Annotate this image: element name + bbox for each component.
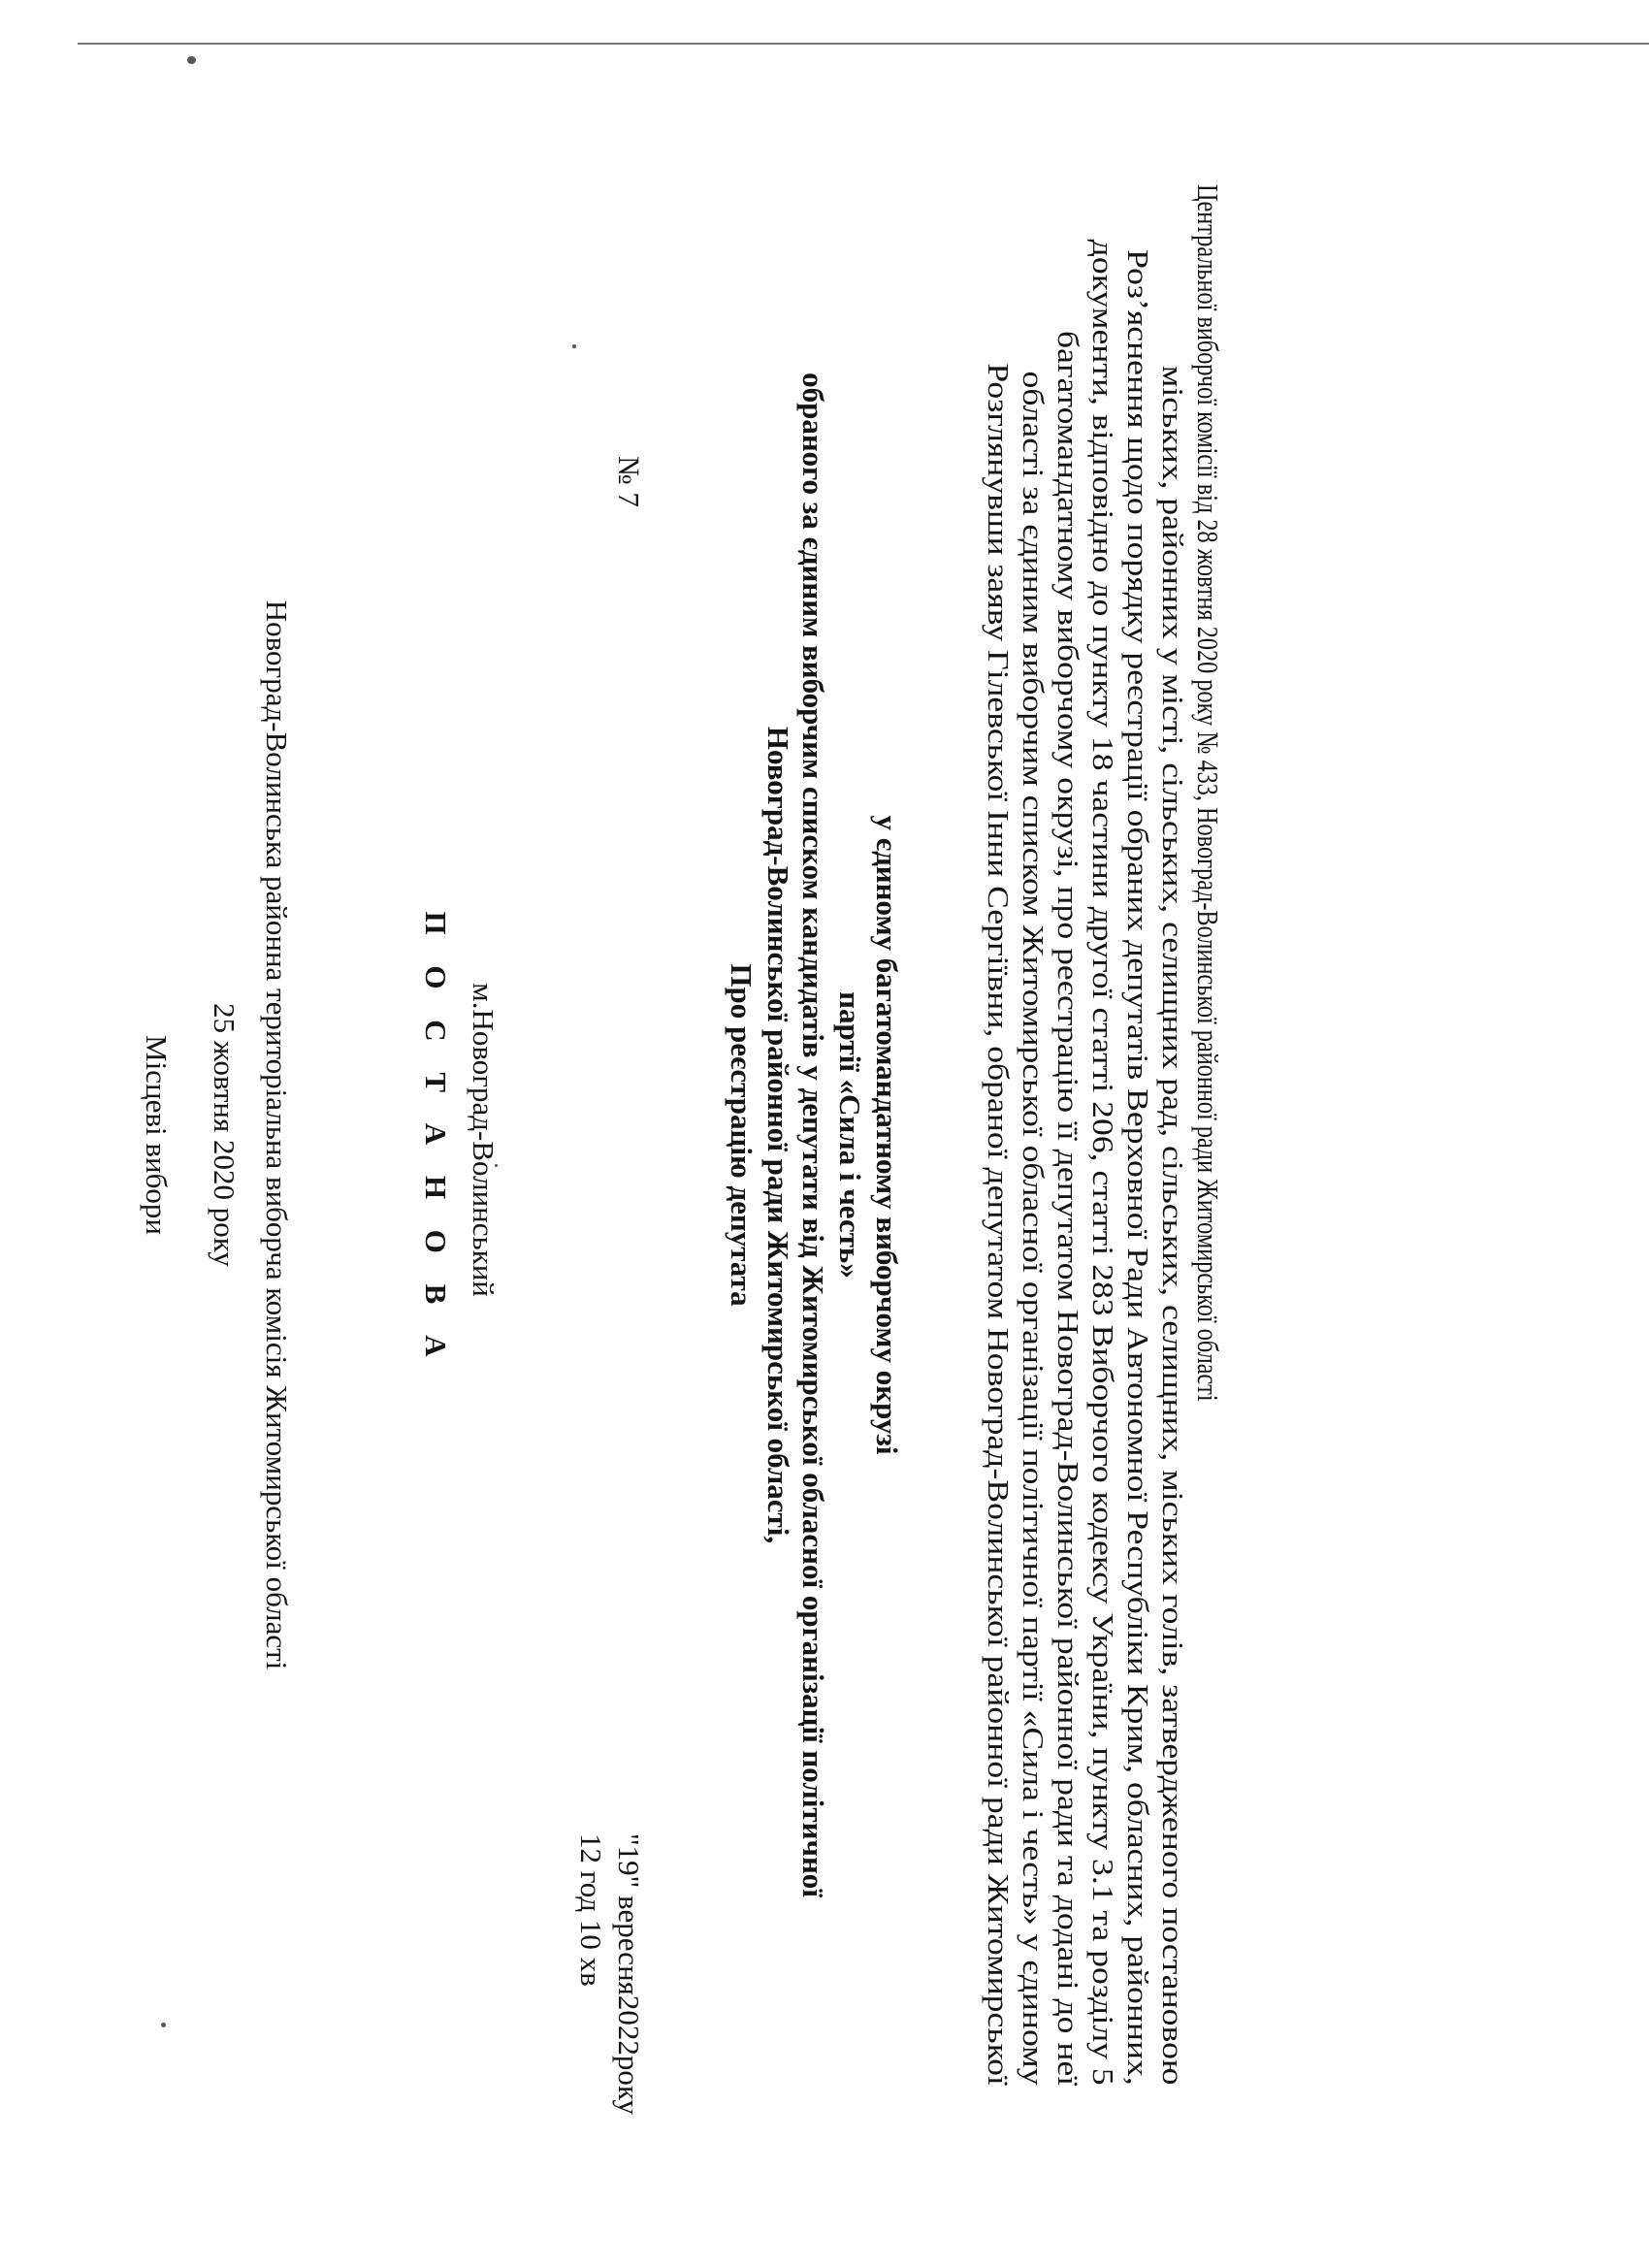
- body-text-line: Розглянувши заяву Гілевської Інни Сергіївни, обраної депутатом Новоград-Волинської районної ради Житомирської: [982, 363, 1016, 2086]
- election-date: 25 жовтня 2020 року: [208, 1003, 242, 1267]
- subject-line-4: партії «Сила і честь»: [833, 991, 867, 1279]
- subject-line-3: обраного за єдиним виборчим списком кандидатів у депутати від Житомирської обласної організації політичної: [796, 373, 830, 1897]
- resolution-title: П О С Т А Н О В А: [419, 911, 453, 1369]
- resolution-number: № 7: [612, 456, 646, 507]
- body-text-line: документи, відповідно до пункту 18 частини другої статті 206, статті 283 Виборчого кодексу України, пункту 3.1 та розділу 5: [1086, 239, 1120, 2086]
- body-text-line: Центральної виборчої комісії від 28 жовтня 2020 року № 433, Новоград-Волинської районної ради Житомирської області: [1191, 184, 1225, 1402]
- election-type: Місцеві вибори: [140, 1035, 174, 1235]
- subject-line-5: у єдиному багатомандатному виборчому окрузі: [870, 815, 904, 1455]
- subject-line-1: Про реєстрацію депутата: [725, 963, 759, 1307]
- meeting-time: 12 год 10 хв: [574, 1833, 608, 1987]
- body-text-line: Роз’яснення щодо порядку реєстрації обраних депутатів Верховної Ради Автономної Республіки Крим, обласних, районних,: [1121, 249, 1155, 2086]
- meeting-date: "19" вересня2022року: [612, 1833, 646, 2116]
- subject-line-2: Новоград-Волинської районної ради Житомирської області,: [761, 726, 795, 1544]
- resolution-city: м.Новоград-Волинський: [467, 983, 501, 1297]
- body-text-line: міських, районних у місті, сільських, селищних рад, сільських, селищних, міських голів, затвердженого постановою: [1156, 365, 1190, 2086]
- body-text-line: області за єдиним виборчим списком Житомирської обласної організації політичної партії «Сила і честь» у єдиному: [1017, 371, 1051, 2086]
- body-text-line: багатомандатному виборчому окрузі, про реєстрацію її депутатом Новоград-Волинської районної ради та додані до неї: [1051, 331, 1085, 2087]
- commission-name: Новоград-Волинська районна територіальна виборча комісія Житомирської області: [260, 599, 294, 1670]
